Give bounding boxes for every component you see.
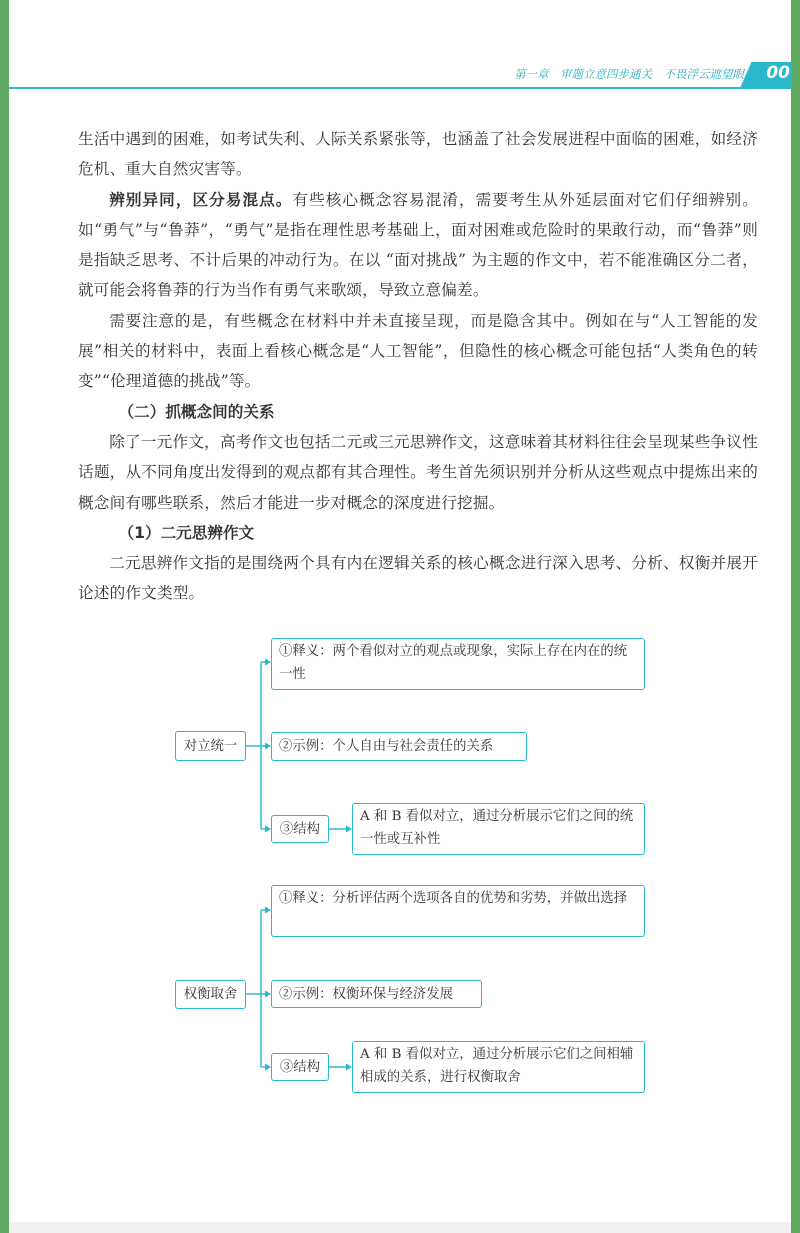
paragraph-2-lead: 辨别异同，区分易混点。 [109, 190, 293, 209]
diagram-connectors [9, 0, 791, 1222]
diagram2-definition-box: ①释义：分析评估两个选项各自的优势和劣势，并做出选择 [271, 885, 645, 937]
left-edge [0, 0, 9, 1233]
chapter-title: 第一章 审题立意四步通关 不畏浮云遮望眼 [514, 67, 744, 81]
bottom-strip [9, 1222, 791, 1233]
diagram2-structure-detail-box: A 和 B 看似对立，通过分析展示它们之间相辅相成的关系，进行权衡取舍 [352, 1041, 645, 1093]
paragraph-4: 除了一元作文，高考作文也包括二元或三元思辨作文，这意味着其材料往往会呈现某些争议性话题，从不同角度出发得到的观点都有其合理性。考生首先须识别并分析从这些观点中提炼出来的概念间有哪些联系，然后才能进一步对概念的深度进行挖掘。 [78, 432, 758, 512]
subsection-heading: （1）二元思辨作文 [118, 523, 255, 542]
paragraph-3: 需要注意的是，有些概念在材料中并未直接呈现，而是隐含其中。例如在与“人工智能的发展”相关的材料中，表面上看核心概念是“人工智能”，但隐性的核心概念可能包括“人类角色的转变”“伦理道德的挑战”等。 [78, 311, 758, 391]
diagram1-root-box: 对立统一 [175, 731, 246, 761]
page-number: 00 [766, 63, 790, 83]
diagram1-structure-box: ③结构 [271, 815, 329, 843]
section-heading: （二）抓概念间的关系 [118, 402, 275, 421]
document-page [9, 0, 791, 1222]
right-edge [791, 0, 800, 1233]
diagram1-example-box: ②示例：个人自由与社会责任的关系 [271, 732, 527, 761]
diagram2-example-box: ②示例：权衡环保与经济发展 [271, 980, 482, 1008]
diagram1-structure-detail-box: A 和 B 看似对立，通过分析展示它们之间的统一性或互补性 [352, 803, 645, 855]
diagram2-structure-box: ③结构 [271, 1053, 329, 1081]
diagram2-root-box: 权衡取舍 [175, 980, 246, 1009]
paragraph-2-rest: 有些核心概念容易混淆，需要考生从外延层面对它们仔细辨别。如“勇气”与“鲁莽”，“勇气”是指在理性思考基础上，面对困难或危险时的果敢行动，而“鲁莽”则是指缺乏思考、不计后果的冲动行为。在以 “面对挑战” 为主题的作文中，若不能准确区分二者，就可能会将鲁莽的行为当作有勇气来歌颂，导致立意偏差。 [78, 190, 758, 300]
paragraph-1: 生活中遇到的困难，如考试失利、人际关系紧张等，也涵盖了社会发展进程中面临的困难，如经济危机、重大自然灾害等。 [78, 130, 758, 179]
paragraph-5: 二元思辨作文指的是围绕两个具有内在逻辑关系的核心概念进行深入思考、分析、权衡并展开论述的作文类型。 [78, 554, 758, 603]
diagram1-definition-box: ①释义：两个看似对立的观点或现象，实际上存在内在的统一性 [271, 638, 645, 690]
